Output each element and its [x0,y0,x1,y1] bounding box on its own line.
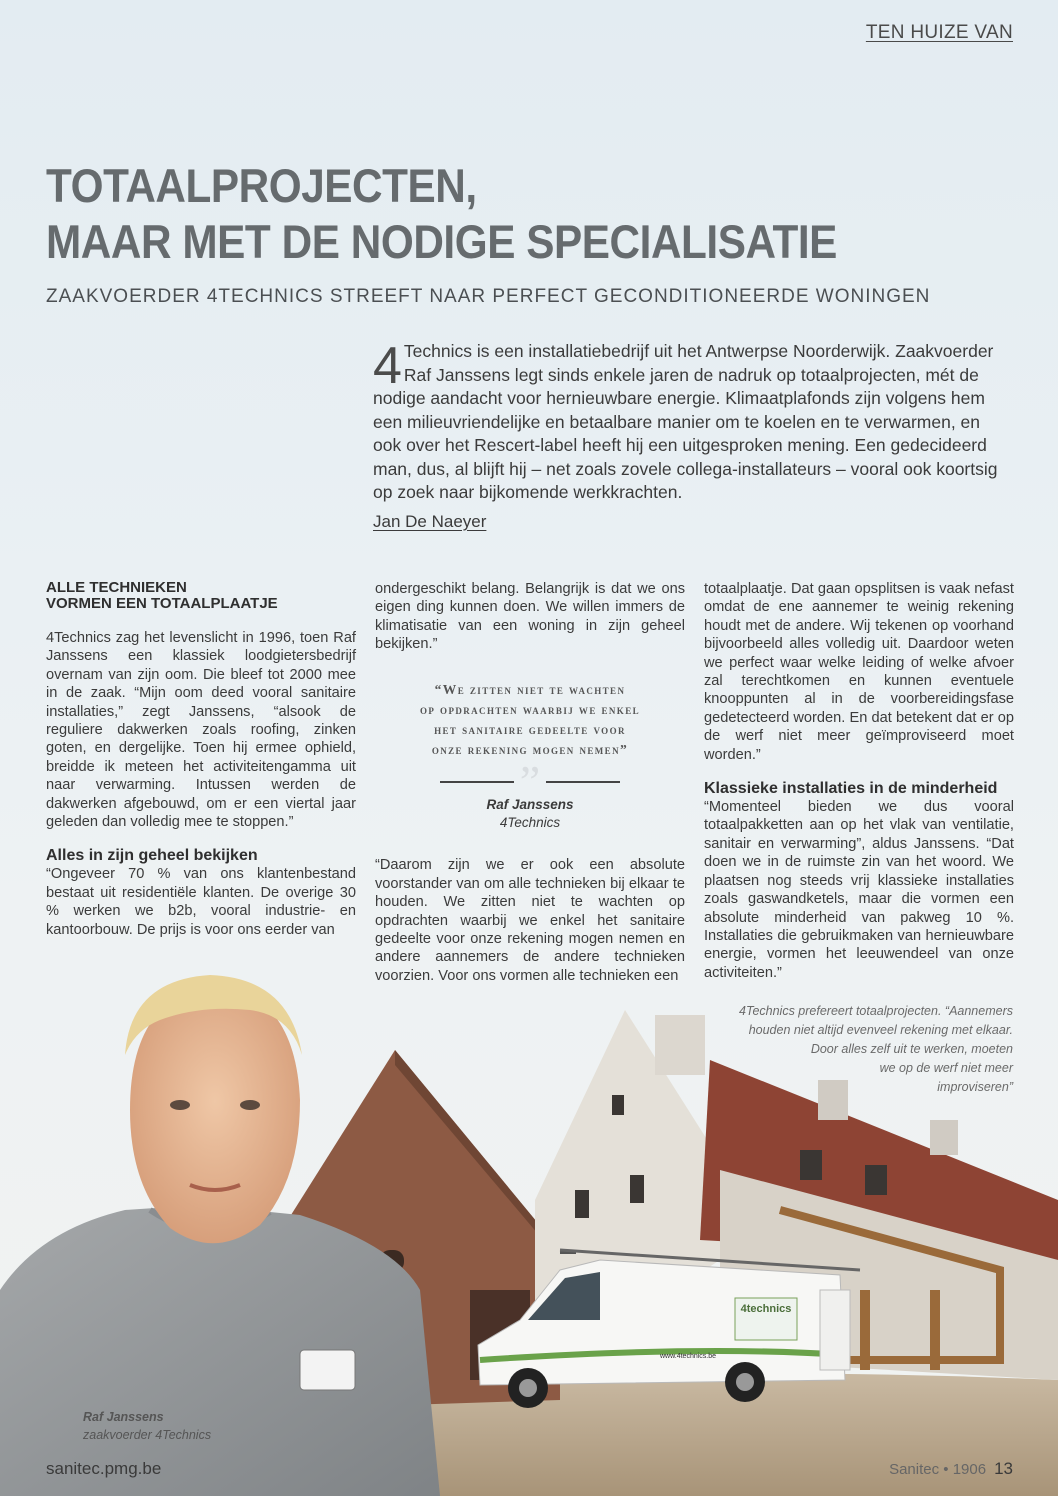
caption-line: Door alles zelf uit te werken, moeten [810,1042,1013,1056]
issue-label: Sanitec • 1906 [889,1461,987,1478]
photo-caption [713,1002,1013,1097]
body-paragraph: “Momenteel bieden we dus vooral totaalpakketten aan op het vlak van ventilatie, sanitair en verwarming”, aldus Janssens. “Dat doen we in de ruimste zin van het woord. We plaatsen nog steeds vrij klassieke installaties zoals gaswandketels, maar die vormen een absolute minderheid van pakweg 10 %. Installaties die gebruikmaken van hernieuwbare energie, vormen het leeuwendeel van onze activiteiten.” [704,799,1014,981]
title-line-2: MAAR MET DE NODIGE SPECIALISATIE [46,215,837,268]
footer-url[interactable]: sanitec.pmg.be [46,1459,162,1478]
pull-quote-line: op opdrachten waarbij we enkel [419,701,641,717]
caption-line: houden niet altijd evenveel rekening met elkaar. [748,1023,1013,1037]
person-name: Raf Janssens [83,1410,164,1424]
subheading: Klassieke installaties in de minderheid [704,780,998,798]
page-number: 13 [994,1459,1013,1478]
article-title [46,158,837,270]
quote-mark-icon: ” [519,755,541,807]
caption-line: improviseren” [937,1080,1013,1094]
van-brand: 4technics [740,1303,792,1315]
footer-issue [889,1459,1013,1479]
divider-line [546,781,620,783]
quote-attribution-org: 4Technics [499,815,561,831]
pull-quote-line: onze rekening mogen nemen” [431,741,629,757]
pull-quote [375,680,685,760]
column-2 [375,580,685,985]
column-3 [704,580,1014,982]
subheading: Alles in zijn geheel bekijken [46,847,258,865]
van-url: www.4technics.be [660,1353,717,1360]
pull-quote-line: “We zitten niet te wachten [434,681,626,697]
section-label: TEN HUIZE VAN [865,22,1013,43]
title-line-1: TOTAALPROJECTEN, [46,159,477,212]
article-subtitle: ZAAKVOERDER 4TECHNICS STREEFT NAAR PERFECT GECONDITIONEERDE WONINGEN [46,286,931,307]
heading-line-2: VORMEN EEN TOTAALPLAATJE [46,595,278,612]
body-paragraph: ondergeschikt belang. Belangrijk is dat we ons eigen ding kunnen doen. We willen immers de klimatisatie van een woning in zijn geheel bekijken.” [375,581,685,653]
body-paragraph: totaalplaatje. Dat gaan opsplitsen is vaak nefast omdat de ene aannemer te weinig rekening houdt met de andere. Wij tekenen op voorhand bijvoorbeeld alles volledig uit. Daardoor weten we perfect waar welke leiding of welke afvoer zal terechtkomen en kunnen eventuele knooppunten al in de voorbereidingsfase gedetecteerd worden. En dat betekent dat er op de werf niet meer geïmproviseerd moet worden.” [704,581,1014,763]
quote-attribution-name: Raf Janssens [486,796,574,812]
section-heading [46,580,356,612]
drop-cap: 4 [373,337,402,395]
person-caption [83,1408,211,1444]
caption-line: we op de werf niet meer [879,1061,1013,1075]
body-paragraph: “Ongeveer 70 % van ons klantenbestand bestaat uit residentiële klanten. De overige 30 % werken we b2b, vooral industrie- en kantoorbouw. De prijs is voor ons eerder van [46,866,356,938]
heading-line-1: ALLE TECHNIEKEN [46,579,187,596]
author-byline: Jan De Naeyer [373,512,487,531]
pull-quote-line: het sanitaire gedeelte voor [434,721,626,737]
person-role: zaakvoerder 4Technics [83,1428,212,1442]
column-1 [46,580,356,939]
caption-line: 4Technics prefereert totaalprojecten. “Aannemers [739,1004,1013,1018]
intro-paragraph [373,337,1013,505]
body-paragraph: “Daarom zijn we er ook een absolute voorstander van om alle technieken bij elkaar te houden. We zitten niet te wachten op opdrachten waarbij we enkel het sanitaire gedeelte voor onze rekening mogen nemen en andere aannemers de andere technieken voorzien. Voor ons vormen alle technieken een [375,857,685,984]
intro-text: Technics is een installatiebedrijf uit het Antwerpse Noorderwijk. Zaakvoerder Raf Janssens legt sinds enkele jaren de nadruk op totaalprojecten, mét de nodige aandacht voor hernieuwbare energie. Klimaatplafonds zijn volgens hem een milieuvriendelijke en betaalbare manier om te koelen en te verwarmen, en ook over het Rescert-label heeft hij een uitgesproken mening. Een gedecideerd man, dus, al blijft hij – net zoals zovele collega-installateurs – vooral ook koortsig op zoek naar bijkomende werkkrachten. [373,341,998,502]
body-paragraph: 4Technics zag het levenslicht in 1996, toen Raf Janssens een klassiek loodgietersbedrijf overnam van zijn oom. Die bleef tot 2000 mee in de zaak. “Mijn oom deed vooral sanitaire installaties,” zegt Janssens, “alsook de reguliere dakwerken zoals roofing, zinken goten, en dergelijke. Toen hij ermee ophield, breidde ik meteen het activiteitengamma uit naar verwarming. Intussen werden de dakwerken afgebouwd, om er een viertal jaar geleden dan volledig mee te stoppen.” [46,630,356,831]
divider-line [440,781,514,783]
